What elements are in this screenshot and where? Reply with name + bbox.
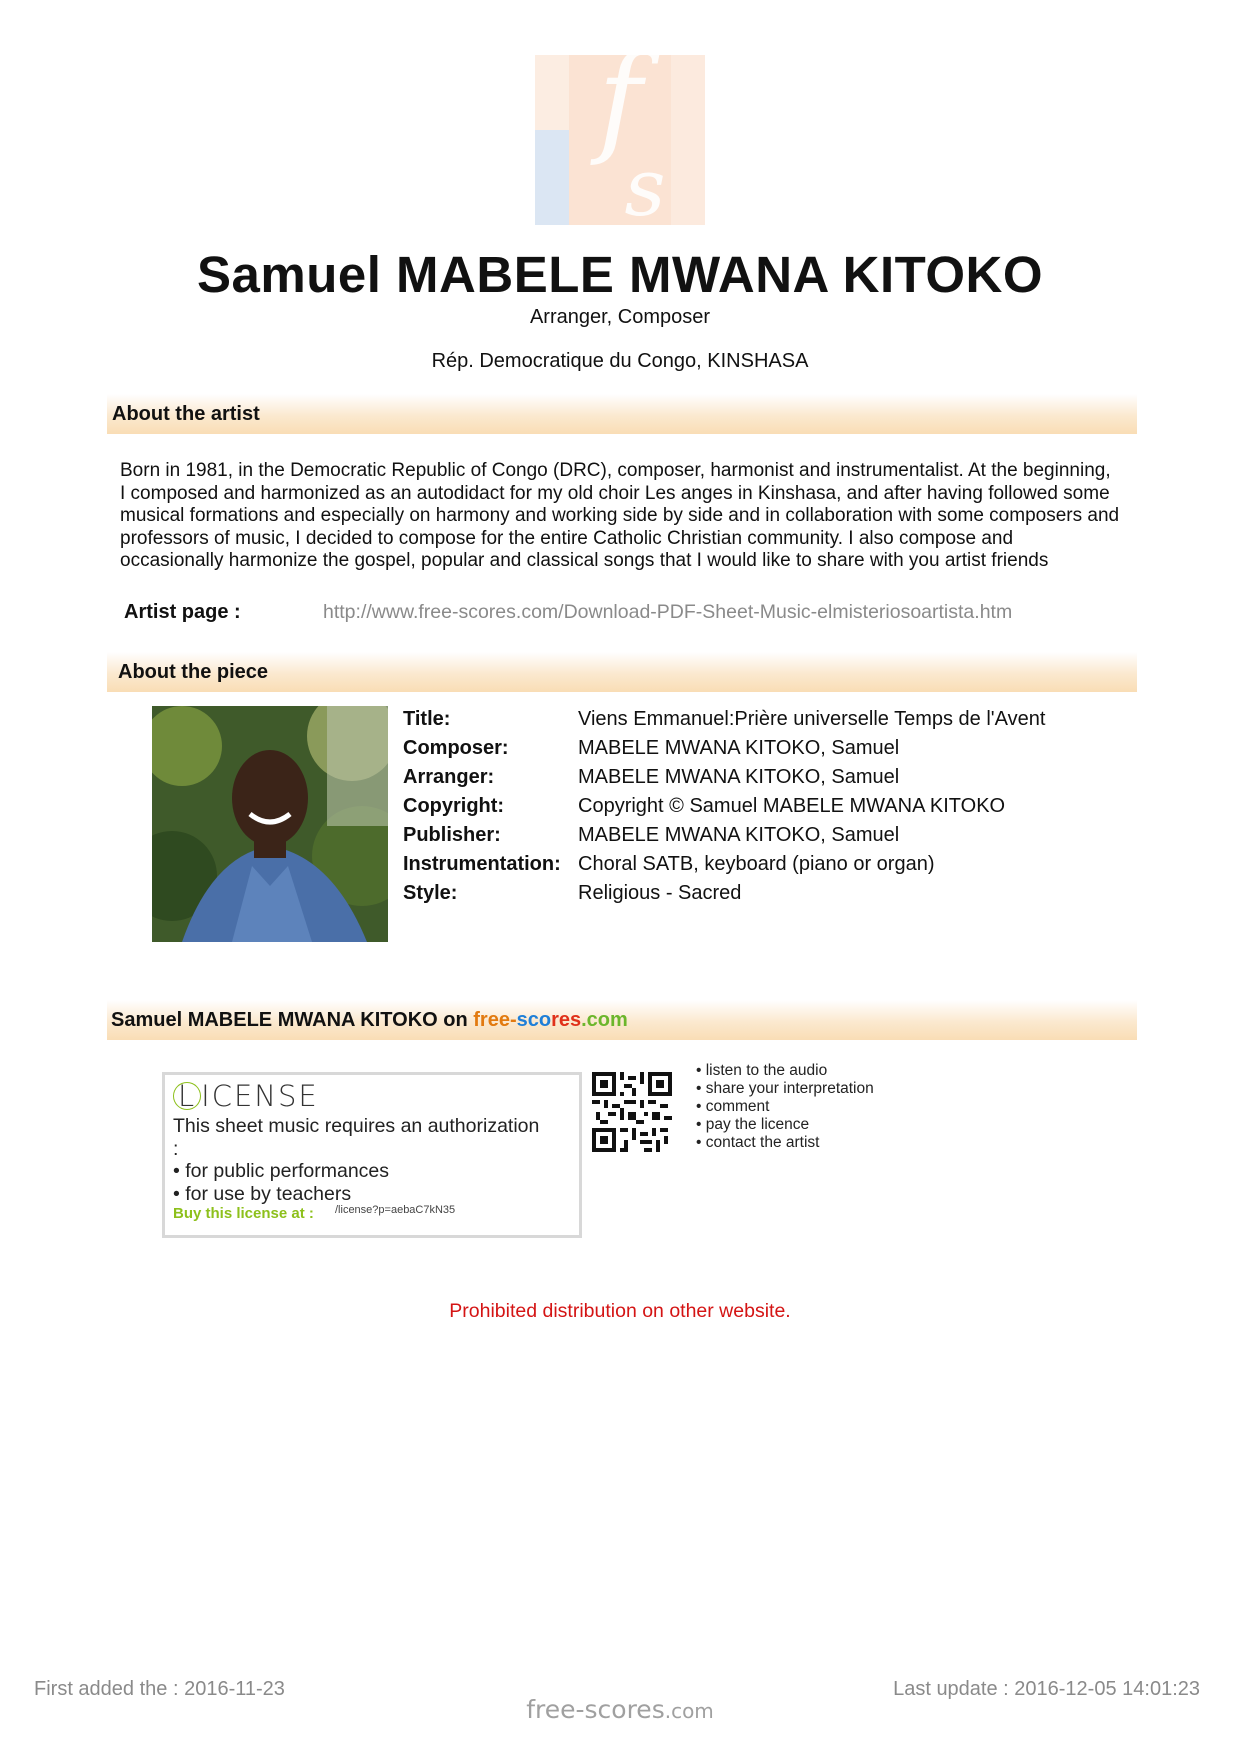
piece-copyright-value: Copyright © Samuel MABELE MWANA KITOKO [578,795,1006,817]
piece-composer-label: Composer: [403,737,509,759]
artist-name: Samuel MABELE MWANA KITOKO [196,246,1044,303]
artist-page-label: Artist page : [124,601,241,623]
svg-text:s: s [624,141,666,225]
prohibited-notice: Prohibited distribution on other website. [449,1300,791,1322]
piece-arranger-label: Arranger: [403,766,495,788]
license-title-rest: ICENSE [201,1079,319,1113]
license-text [173,1115,573,1205]
feature-comment: • comment [696,1098,770,1115]
svg-text:f: f [597,55,643,169]
last-update-date: Last update : 2016-12-05 14:01:23 [893,1678,1200,1700]
brand-free: free [473,1009,510,1031]
brand-sco: sco [516,1009,552,1031]
feature-share: • share your interpretation [696,1080,874,1097]
brand-res: res [551,1009,582,1031]
first-added-date: First added the : 2016-11-23 [34,1678,285,1700]
piece-composer-value: MABELE MWANA KITOKO, Samuel [578,737,900,759]
features-list [696,1062,874,1152]
piece-style-value: Religious - Sacred [578,882,742,904]
footer-logo-main: free-scores [526,1695,665,1724]
about-piece-heading: About the piece [118,661,269,683]
on-site-header [107,1000,1137,1040]
artist-page-link[interactable]: http://www.free-scores.com/Download-PDF-Sheet-Music-elmisteriosoartista.htm [323,601,1013,623]
feature-pay-licence: • pay the licence [696,1116,810,1133]
about-artist-heading: About the artist [112,403,260,425]
license-buy-label: Buy this license at : [173,1205,314,1222]
artist-roles: Arranger, Composer [529,306,711,328]
feature-contact-artist: • contact the artist [696,1134,820,1151]
brand-dash: - [509,1009,517,1031]
piece-title-value: Viens Emmanuel:Prière universelle Temps de l'Avent [578,708,1046,730]
license-title-l: L [173,1082,201,1110]
license-buy-link[interactable]: /license?p=aebaC7kN35 [335,1204,456,1216]
footer-logo-suffix: .com [664,1699,714,1723]
artist-location: Rép. Democratique du Congo, KINSHASA [431,350,809,372]
piece-publisher-value: MABELE MWANA KITOKO, Samuel [578,824,900,846]
license-line3: • for public performances [173,1160,390,1182]
free-scores-logo [535,55,705,225]
brand-com: .com [581,1009,628,1031]
piece-copyright-label: Copyright: [403,795,505,817]
artist-photo [152,706,388,942]
piece-arranger-value: MABELE MWANA KITOKO, Samuel [578,766,900,788]
license-line4: • for use by teachers [173,1182,352,1205]
on-site-heading-prefix: Samuel MABELE MWANA KITOKO on [111,1009,474,1031]
feature-listen: • listen to the audio [696,1062,828,1079]
piece-style-label: Style: [403,882,458,904]
on-site-heading [111,1009,628,1032]
piece-publisher-label: Publisher: [403,824,501,846]
piece-title-label: Title: [403,708,451,730]
license-title [173,1079,319,1113]
license-line1: This sheet music requires an authorization [173,1115,540,1137]
license-box [162,1072,582,1238]
artist-bio: Born in 1981, in the Democratic Republic of Congo (DRC), composer, harmonist and instrumentalist. At the beginning, I composed and harmonized as an autodidact for my old choir Les anges in Kinshasa, and after having followed some musical formations and especially on harmony and working side by side and in collaboration with some composers and professors of music, I decided to compose for the entire Catholic Christian community. I also compose and occasionally harmonize the gospel, popular and classical songs that I would like to share with you artist friends [120,460,1120,571]
piece-instrumentation-value: Choral SATB, keyboard (piano or organ) [578,853,935,875]
about-piece-header [107,652,1137,692]
qr-code[interactable] [592,1072,672,1152]
license-line2: : [173,1137,179,1160]
about-artist-header [107,394,1137,434]
piece-instrumentation-label: Instrumentation: [403,853,561,875]
